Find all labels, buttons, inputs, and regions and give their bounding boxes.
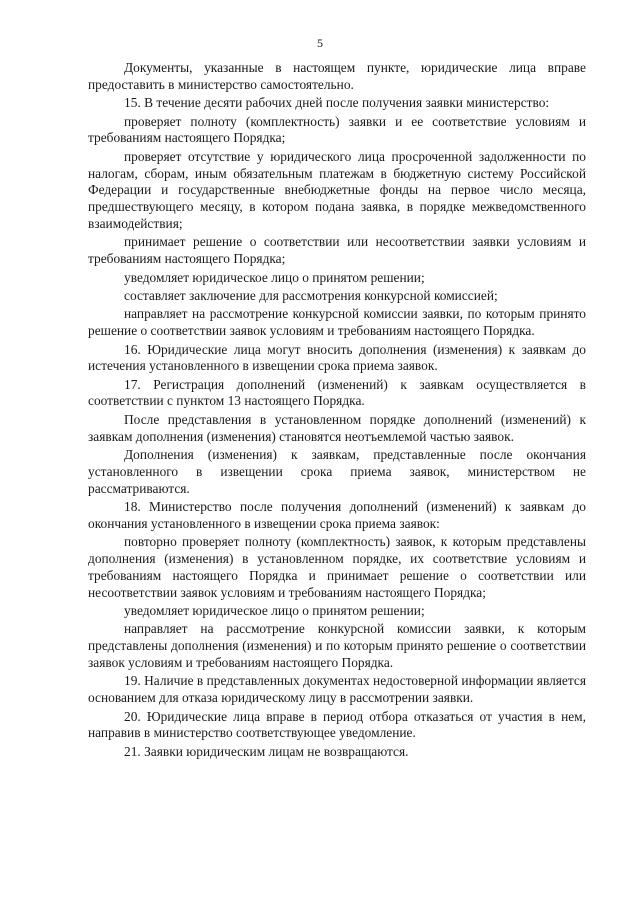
paragraph: составляет заключение для рассмотрения конкурсной комиссией; xyxy=(124,287,498,303)
paragraph: Дополнения (изменения) к заявкам, представленные после окончания установленного в извещении срока приема заявок, министерством не рассматриваются. xyxy=(88,447,586,496)
paragraph: повторно проверяет полноту (комплектность) заявок, к которым представлены дополнения (изменения) в установленном порядке, их соответствие условиям и требованиям настоящего Порядка и принимает решение о соответствии или несоответствии заявок условиям и требованиям настоящего Порядка; xyxy=(88,534,586,600)
paragraph: 19. Наличие в представленных документах недостоверной информации является основанием для отказа юридическому лицу в рассмотрении заявки. xyxy=(88,673,586,706)
paragraph: уведомляет юридическое лицо о принятом решении; xyxy=(124,603,425,619)
paragraph: 21. Заявки юридическим лицам не возвращаются. xyxy=(124,743,409,759)
paragraph: 17. Регистрация дополнений (изменений) к заявкам осуществляется в соответствии с пунктом 13 настоящего Порядка. xyxy=(88,376,586,409)
paragraph: После представления в установленном порядке дополнений (изменений) к заявкам дополнения (изменения) становятся неотъемлемой частью заявок. xyxy=(88,411,586,444)
paragraph: принимает решение о соответствии или несоответствии заявки условиям и требованиям настоящего Порядка; xyxy=(88,234,586,267)
paragraph: уведомляет юридическое лицо о принятом решении; xyxy=(124,269,425,285)
paragraph: Документы, указанные в настоящем пункте, юридические лица вправе предоставить в министерство самостоятельно. xyxy=(88,60,586,92)
paragraph: 18. Министерство после получения дополнений (изменений) к заявкам до окончания установленного в извещении срока приема заявок: xyxy=(88,499,586,531)
paragraph: направляет на рассмотрение конкурсной комиссии заявки, к которым представлены дополнения (изменения) и по которым принято решение о соответствии заявок условиям и требованиям настоящего Порядка. xyxy=(88,621,586,670)
page-number: 5 xyxy=(317,36,323,50)
paragraph: 15. В течение десяти рабочих дней после получения заявки министерство: xyxy=(124,95,550,111)
paragraph: направляет на рассмотрение конкурсной комиссии заявки, по которым принято решение о соответствии заявок условиям и требованиям настоящего Порядка. xyxy=(88,306,586,339)
paragraph: проверяет полноту (комплектность) заявки и ее соответствие условиям и требованиям настоящего Порядка; xyxy=(88,113,586,146)
paragraph: проверяет отсутствие у юридического лица просроченной задолженности по налогам, сборам, иным обязательным платежам в бюджетную систему Российской Федерации и государственные внебюджетные фонды на первое число месяца, предшествующего месяцу, в котором подана заявка, в порядке межведомственного взаимодействия; xyxy=(88,148,586,231)
paragraph: 20. Юридические лица вправе в период отбора отказаться от участия в нем, направив в министерство соответствующее уведомление. xyxy=(88,708,586,741)
paragraph: 16. Юридические лица могут вносить дополнения (изменения) к заявкам до истечения установленного в извещении срока приема заявок. xyxy=(88,341,586,374)
document-body xyxy=(88,60,586,762)
